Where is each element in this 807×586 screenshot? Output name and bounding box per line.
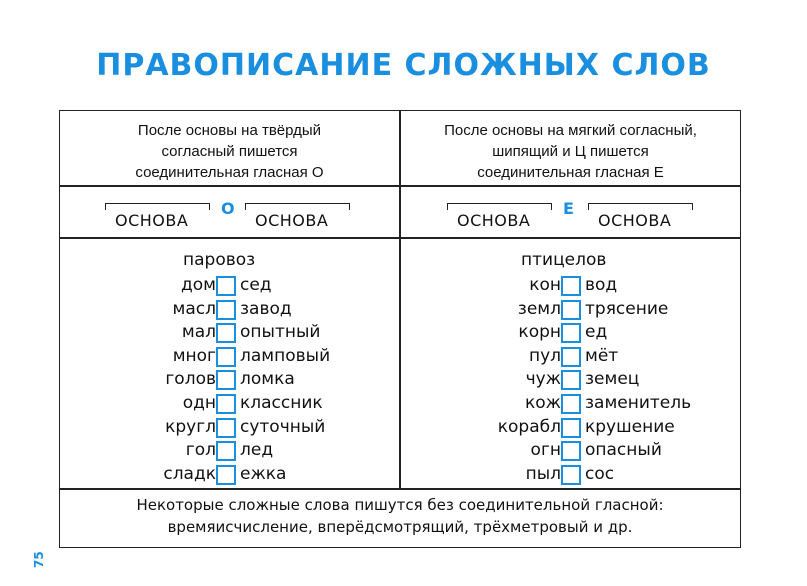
right-word-stem: корн: [518, 322, 561, 343]
right-base-label-1: ОСНОВА: [457, 211, 531, 230]
left-word-ending: суточный: [240, 416, 326, 437]
left-word-stem: масл: [172, 298, 216, 319]
left-word-stem: мал: [181, 322, 216, 343]
right-word-stem: чуж: [525, 369, 561, 390]
right-word-stem: кон: [529, 275, 561, 295]
right-vowel-blank[interactable]: [561, 323, 581, 343]
right-word-stem: земл: [517, 298, 561, 319]
left-vowel-blank[interactable]: [216, 323, 236, 343]
left-vowel-blank[interactable]: [216, 370, 236, 390]
right-rule: [401, 120, 740, 183]
left-base-bracket-2: [245, 203, 350, 210]
right-word-ending: земец: [585, 369, 640, 390]
right-rule-line-2: шипящий и Ц пишется: [492, 143, 649, 160]
right-base-label-2: ОСНОВА: [598, 211, 672, 230]
footnote-line-1: Некоторые сложные слова пишутся без соединительной гласной:: [136, 496, 664, 514]
right-word-ending: заменитель: [585, 393, 692, 413]
right-connecting-vowel: Е: [563, 199, 574, 218]
right-word-ending: трясение: [585, 298, 669, 319]
footnote-line-2: времяисчисление, вперёдсмотрящий, трёхметровый и др.: [167, 518, 633, 536]
left-word-stem: дом: [181, 275, 216, 295]
left-connecting-vowel: О: [221, 199, 235, 218]
right-word-ending: вод: [585, 275, 618, 295]
right-rule-line-3: соединительная гласная Е: [477, 164, 664, 181]
left-word-ending: опытный: [240, 322, 321, 343]
right-vowel-blank[interactable]: [561, 276, 581, 296]
left-vowel-blank[interactable]: [216, 276, 236, 296]
page-title: ПРАВОПИСАНИЕ СЛОЖНЫХ СЛОВ: [96, 48, 711, 83]
left-word-stem: голов: [165, 369, 216, 390]
right-word-stem: огн: [530, 440, 561, 461]
left-word-stem: сладк: [163, 463, 216, 484]
right-vowel-blank[interactable]: [561, 441, 581, 461]
right-example-word: птицелов: [521, 250, 607, 270]
left-word-ending: лед: [240, 440, 274, 461]
left-rule-line-1: После основы на твёрдый: [137, 122, 322, 139]
right-word-ending: опасный: [585, 440, 662, 461]
right-word-ending: крушение: [585, 416, 675, 437]
right-base-bracket-1: [447, 203, 552, 210]
left-vowel-blank[interactable]: [216, 441, 236, 461]
left-vowel-blank[interactable]: [216, 394, 236, 414]
right-word-ending: мёт: [585, 345, 619, 366]
left-rule-line-2: согласный пишется: [161, 143, 298, 160]
page-number: 75: [32, 551, 46, 568]
right-word-ending: ед: [585, 322, 608, 343]
right-vowel-blank[interactable]: [561, 394, 581, 414]
left-rule: [60, 120, 399, 183]
left-word-ending: ежка: [240, 463, 287, 484]
left-word-ending: ломка: [240, 369, 295, 390]
right-vowel-blank[interactable]: [561, 418, 581, 438]
left-word-ending: завод: [240, 298, 292, 319]
footnote: [59, 494, 741, 538]
right-word-ending: сос: [585, 463, 615, 484]
left-example-word: паровоз: [183, 250, 256, 270]
right-word-stem: корабл: [497, 416, 561, 437]
left-vowel-blank[interactable]: [216, 465, 236, 485]
right-base-bracket-2: [588, 203, 693, 210]
left-word-stem: гол: [185, 440, 216, 461]
right-vowel-blank[interactable]: [561, 370, 581, 390]
right-rule-line-1: После основы на мягкий согласный,: [444, 122, 697, 139]
right-word-stem: пул: [528, 345, 561, 366]
right-word-stem: пыл: [525, 463, 561, 484]
left-vowel-blank[interactable]: [216, 418, 236, 438]
left-base-bracket-1: [105, 203, 210, 210]
right-vowel-blank[interactable]: [561, 347, 581, 367]
right-vowel-blank[interactable]: [561, 300, 581, 320]
row-divider-1: [59, 185, 741, 187]
right-vowel-blank[interactable]: [561, 465, 581, 485]
left-rule-line-3: соединительная гласная О: [135, 164, 324, 181]
left-word-stem: кругл: [165, 416, 216, 437]
row-divider-2: [59, 237, 741, 239]
right-word-stem: кож: [525, 393, 561, 413]
left-base-label-1: ОСНОВА: [115, 211, 189, 230]
left-word-ending: ламповый: [240, 345, 331, 366]
row-divider-3: [59, 488, 741, 490]
left-word-ending: классник: [240, 393, 323, 413]
left-base-label-2: ОСНОВА: [255, 211, 329, 230]
left-word-stem: одн: [182, 393, 216, 413]
left-word-stem: мног: [172, 345, 216, 366]
left-vowel-blank[interactable]: [216, 347, 236, 367]
left-word-ending: сед: [240, 275, 272, 295]
left-vowel-blank[interactable]: [216, 300, 236, 320]
